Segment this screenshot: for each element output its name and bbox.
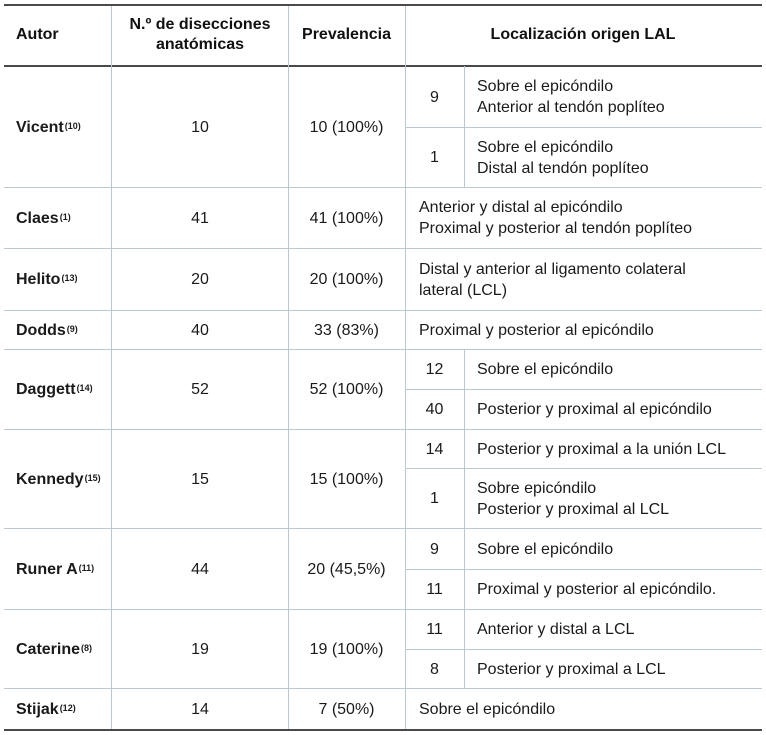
row-autor (16, 529, 111, 609)
row-prevalencia (288, 249, 405, 310)
header-localizacion (405, 6, 761, 64)
header-bottom-rule (4, 65, 762, 67)
row-autor (16, 430, 111, 528)
row-disecciones (112, 430, 288, 528)
prevalencia-value: 20 (100%) (309, 271, 384, 288)
autor-name: Vicent (16, 118, 64, 136)
disecciones-value: 52 (191, 381, 209, 398)
row-divider (405, 649, 762, 650)
row-divider (4, 528, 762, 529)
autor-ref: (15) (84, 472, 101, 483)
column-divider (288, 6, 289, 729)
sub-location-line: Posterior y proximal a LCL (477, 660, 666, 678)
row-autor (16, 610, 111, 688)
disecciones-value: 40 (191, 321, 209, 339)
sub-count-value: 11 (426, 621, 443, 638)
sub-location-line: Sobre epicóndilo (477, 479, 597, 497)
row-divider (405, 389, 762, 390)
header-localizacion-label: Localización origen LAL (490, 26, 676, 43)
autor-ref: (14) (76, 383, 93, 393)
row-divider (405, 569, 762, 570)
row-autor (16, 689, 111, 729)
row-prevalencia (288, 610, 405, 688)
row-autor (16, 350, 111, 429)
disecciones-value: 14 (191, 700, 209, 718)
row-localizacion (419, 249, 761, 310)
autor-ref: (11) (78, 562, 95, 573)
row-prevalencia (288, 188, 405, 248)
location-line: Distal y anterior al ligamento colateral (419, 260, 686, 278)
header-disecciones-line-2: anatómicas (155, 36, 245, 53)
row-divider (4, 349, 762, 350)
autor-name: Runer A (16, 560, 78, 578)
prevalencia-value: 19 (100%) (309, 640, 384, 658)
sub-location-line: Posterior y proximal al epicóndilo (477, 401, 712, 418)
disecciones-value: 10 (191, 118, 209, 136)
prevalencia-value: 41 (100%) (309, 209, 384, 227)
autor-name: Dodds (16, 321, 66, 339)
sub-location-line: Anterior y distal a LCL (477, 621, 635, 638)
count-divider (464, 350, 465, 429)
sub-location-line: Posterior y proximal a la unión LCL (477, 440, 727, 458)
row-prevalencia (288, 529, 405, 609)
sub-location-line: Sobre el epicóndilo (477, 361, 614, 378)
sub-location-line: Distal al tendón poplíteo (477, 159, 649, 177)
sub-count-value: 11 (426, 581, 443, 598)
sub-count (405, 570, 464, 609)
sub-location (477, 650, 761, 688)
row-autor (16, 249, 111, 310)
sub-count-value: 1 (430, 490, 439, 507)
sub-count (405, 390, 464, 429)
sub-location-line: Sobre el epicóndilo (477, 138, 614, 156)
row-prevalencia (288, 311, 405, 349)
sub-count (405, 430, 464, 468)
header-prevalencia (288, 6, 405, 64)
autor-name: Daggett (16, 381, 76, 398)
row-localizacion (419, 311, 761, 349)
row-autor (16, 188, 111, 248)
sub-count (405, 610, 464, 649)
autor-name: Claes (16, 209, 59, 227)
sub-count (405, 529, 464, 569)
disecciones-value: 41 (191, 209, 209, 227)
disecciones-value: 19 (191, 640, 209, 658)
autor-ref: (8) (81, 642, 93, 653)
row-prevalencia (288, 67, 405, 187)
row-disecciones (112, 350, 288, 429)
autor-ref: (10) (64, 120, 81, 131)
sub-count (405, 469, 464, 528)
prevalencia-value: 15 (100%) (309, 470, 384, 488)
header-disecciones-line-1: N.º de disecciones (129, 16, 271, 33)
sub-count-value: 40 (425, 401, 444, 418)
sub-location (477, 469, 761, 528)
location-line: lateral (LCL) (419, 281, 508, 299)
row-divider (405, 468, 762, 469)
sub-count-value: 1 (430, 149, 439, 166)
sub-location (477, 570, 761, 609)
row-divider (4, 609, 762, 610)
sub-count (405, 650, 464, 688)
header-prevalencia-label: Prevalencia (302, 26, 391, 43)
autor-name: Stijak (16, 700, 59, 718)
row-disecciones (112, 529, 288, 609)
autor-name: Helito (16, 271, 61, 288)
autor-ref: (9) (66, 323, 78, 334)
sub-count (405, 67, 464, 127)
disecciones-value: 44 (191, 560, 209, 578)
sub-count-value: 8 (430, 660, 439, 678)
row-divider (4, 429, 762, 430)
sub-location (477, 128, 761, 187)
row-divider (4, 248, 762, 249)
header-autor-label: Autor (16, 26, 59, 43)
autor-ref: (1) (59, 211, 71, 222)
row-prevalencia (288, 350, 405, 429)
sub-location (477, 430, 761, 468)
row-autor (16, 67, 111, 187)
prevalencia-value: 10 (100%) (309, 118, 384, 136)
column-divider (111, 6, 112, 729)
table-bottom-rule (4, 729, 762, 731)
location-line: Proximal y posterior al epicóndilo (419, 321, 654, 339)
sub-count-value: 9 (430, 88, 439, 106)
row-divider (4, 688, 762, 689)
sub-count (405, 128, 464, 187)
row-disecciones (112, 610, 288, 688)
column-divider (405, 6, 406, 729)
location-line: Sobre el epicóndilo (419, 700, 556, 718)
sub-location-line: Posterior y proximal al LCL (477, 500, 670, 518)
location-line: Proximal y posterior al tendón poplíteo (419, 220, 693, 237)
row-divider (4, 187, 762, 188)
row-disecciones (112, 188, 288, 248)
sub-location (477, 610, 761, 649)
row-prevalencia (288, 430, 405, 528)
count-divider (464, 66, 465, 187)
location-line: Anterior y distal al epicóndilo (419, 199, 623, 216)
autor-ref: (12) (59, 702, 76, 713)
autor-name: Caterine (16, 640, 81, 658)
disecciones-value: 15 (191, 470, 209, 488)
sub-count-value: 12 (425, 361, 444, 378)
sub-location-line: Sobre el epicóndilo (477, 540, 614, 558)
prevalencia-value: 33 (83%) (314, 321, 379, 339)
row-localizacion (419, 188, 761, 248)
row-localizacion (419, 689, 761, 729)
sub-location-line: Anterior al tendón poplíteo (477, 99, 665, 116)
row-divider (4, 310, 762, 311)
autor-name: Kennedy (16, 470, 84, 488)
header-top-rule (4, 4, 762, 6)
prevalencia-value: 7 (50%) (318, 700, 375, 718)
row-autor (16, 311, 111, 349)
sub-count-value: 9 (430, 540, 439, 558)
autor-ref: (13) (61, 273, 78, 283)
prevalencia-value: 20 (45,5%) (307, 560, 386, 578)
sub-location (477, 350, 761, 389)
sub-location-line: Proximal y posterior al epicóndilo. (477, 581, 717, 598)
sub-location (477, 529, 761, 569)
sub-location-line: Sobre el epicóndilo (477, 78, 614, 95)
sub-location (477, 67, 761, 127)
row-disecciones (112, 689, 288, 729)
header-autor (16, 6, 111, 64)
row-prevalencia (288, 689, 405, 729)
header-disecciones (112, 6, 288, 64)
prevalencia-value: 52 (100%) (309, 381, 384, 398)
count-divider (464, 430, 465, 528)
sub-count (405, 350, 464, 389)
row-divider (405, 127, 762, 128)
count-divider (464, 610, 465, 688)
count-divider (464, 529, 465, 609)
sub-count-value: 14 (425, 440, 444, 458)
sub-location (477, 390, 761, 429)
row-disecciones (112, 311, 288, 349)
disecciones-value: 20 (191, 271, 209, 288)
row-disecciones (112, 249, 288, 310)
row-disecciones (112, 67, 288, 187)
